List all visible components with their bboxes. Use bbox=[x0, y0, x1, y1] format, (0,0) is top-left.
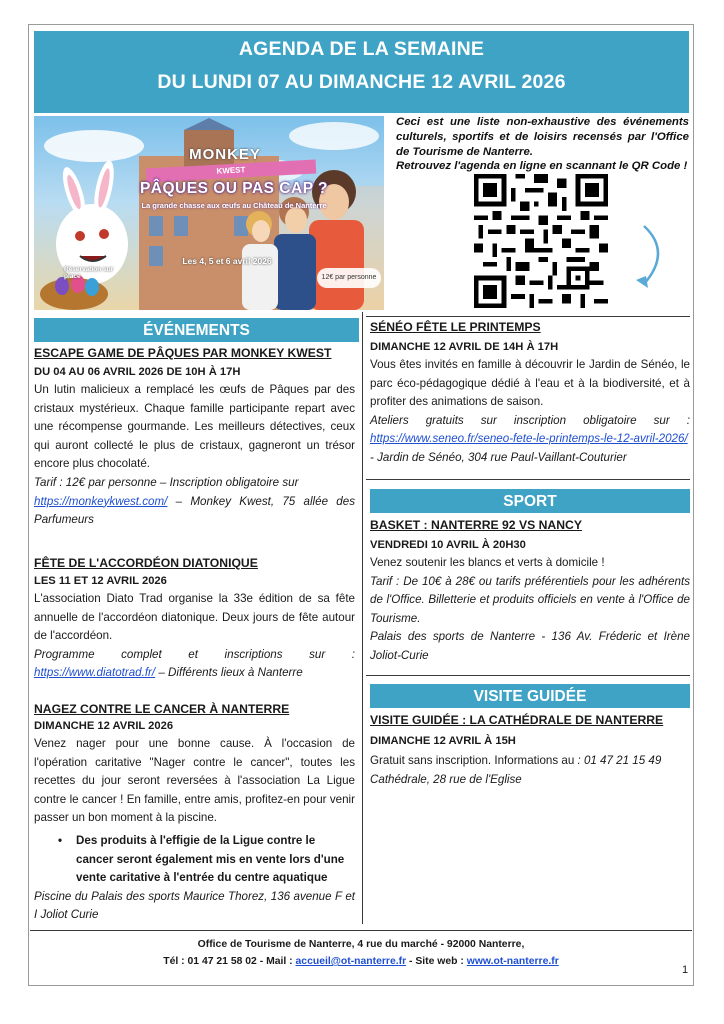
poster-logo: MONKEY bbox=[189, 146, 261, 163]
diatotrad-link[interactable]: https://www.diatotrad.fr/ bbox=[34, 666, 156, 680]
qr-code[interactable] bbox=[474, 174, 608, 308]
event-info bbox=[34, 664, 355, 683]
footer-web-label: - Site web : bbox=[406, 956, 467, 967]
event-seneo bbox=[370, 320, 690, 468]
event-visit bbox=[370, 713, 690, 789]
visit-phone: : 01 47 21 15 49 bbox=[574, 754, 662, 767]
event-title: VISITE GUIDÉE : LA CATHÉDRALE DE NANTERRE bbox=[370, 713, 664, 727]
event-escape-game bbox=[34, 346, 355, 530]
footer-mail-link[interactable]: accueil@ot-nanterre.fr bbox=[295, 956, 407, 967]
event-date: DIMANCHE 12 AVRIL DE 14H À 17H bbox=[370, 341, 559, 353]
event-basket bbox=[370, 518, 690, 666]
event-nagez bbox=[34, 702, 355, 925]
event-date: DIMANCHE 12 AVRIL 2026 bbox=[34, 720, 174, 732]
right-rule-visit bbox=[366, 675, 690, 676]
header-banner bbox=[34, 31, 689, 113]
event-place: Cathédrale, 28 rue de l'Eglise bbox=[370, 772, 522, 786]
footer bbox=[28, 936, 694, 970]
event-description: Vous êtes invités en famille à découvrir le Jardin de Sénéo, le parc éco-pédagogique dédié à l'eau et à la biodiversité, et à profiter des animations de saison. bbox=[370, 358, 690, 409]
intro-paragraph: Ceci est une liste non-exhaustive des événements culturels, sportifs et de loisirs recensés par l'Office de Tourisme de Nanterre. bbox=[396, 116, 689, 158]
easter-poster-image bbox=[34, 116, 384, 310]
seneo-link[interactable]: https://www.seneo.fr/seneo-fete-le-printemps-le-12-avril-2026/ bbox=[370, 432, 688, 446]
curved-arrow-icon bbox=[614, 222, 674, 292]
event-info bbox=[34, 474, 355, 530]
event-description: Venez soutenir les blancs et verts à domicile ! bbox=[370, 556, 605, 569]
visit-info: Gratuit sans inscription. Informations au bbox=[370, 754, 575, 767]
poster-badge: Réservation sur place bbox=[64, 266, 114, 280]
footer-address: Office de Tourisme de Nanterre, 4 rue du marché - 92000 Nanterre, bbox=[197, 939, 525, 950]
event-date: VENDREDI 10 AVRIL À 20H30 bbox=[370, 539, 526, 551]
event-info-suffix: – Monkey Kwest, 75 allée des Parfumeurs bbox=[34, 494, 355, 527]
section-sport-header: SPORT bbox=[370, 489, 690, 513]
event-info-prefix: Tarif : 12€ par personne – Inscription obligatoire sur bbox=[34, 475, 299, 489]
event-place: Palais des sports de Nanterre - 136 Av. Fréderic et Irène Joliot-Curie bbox=[370, 630, 690, 662]
event-info-suffix: - Jardin de Sénéo, 304 rue Paul-Vaillant-Couturier bbox=[370, 450, 627, 464]
bullet-item bbox=[34, 832, 355, 888]
footer-rule bbox=[30, 930, 692, 931]
page-title: AGENDA DE LA SEMAINE bbox=[238, 38, 485, 60]
event-accordeon bbox=[34, 556, 355, 683]
poster-ribbon: KWEST bbox=[146, 160, 316, 183]
event-title: SÉNÉO FÊTE LE PRINTEMPS bbox=[370, 320, 541, 334]
bullet-dot-icon: • bbox=[58, 833, 63, 847]
event-title: ESCAPE GAME DE PÂQUES PAR MONKEY KWEST bbox=[34, 346, 332, 360]
footer-contact bbox=[28, 953, 694, 970]
event-info-suffix: – Différents lieux à Nanterre bbox=[155, 666, 303, 680]
section-visit-header: VISITE GUIDÉE bbox=[370, 684, 690, 708]
event-place: Piscine du Palais des sports Maurice Thorez, 136 avenue F et I Joliot Curie bbox=[34, 889, 355, 922]
column-divider bbox=[362, 312, 363, 924]
event-title: NAGEZ CONTRE LE CANCER À NANTERRE bbox=[34, 702, 290, 716]
event-title: BASKET : NANTERRE 92 VS NANCY bbox=[370, 518, 582, 532]
event-info-prefix: Programme complet et inscriptions sur : bbox=[34, 647, 355, 661]
bullet-text: Des produits à l'effigie de la Ligue contre le cancer seront également mis en vente lors d'une vente caritative à l'entrée du centre aquatique bbox=[76, 833, 345, 885]
page-subtitle: DU LUNDI 07 AU DIMANCHE 12 AVRIL 2026 bbox=[157, 71, 566, 93]
monkeykwest-link[interactable]: https://monkeykwest.com/ bbox=[34, 494, 168, 508]
footer-tel: Tél : 01 47 21 58 02 - Mail : bbox=[163, 956, 296, 967]
poster-subtitle: La grande chasse aux œufs au Château de Nanterre bbox=[141, 201, 327, 210]
section-events-header: ÉVÉNEMENTS bbox=[34, 318, 359, 342]
poster-dates: Les 4, 5 et 6 avril 2026 bbox=[182, 256, 272, 266]
event-date: DIMANCHE 12 AVRIL À 15H bbox=[370, 735, 516, 747]
event-info-prefix: Ateliers gratuits sur inscription obligatoire sur : bbox=[370, 413, 690, 427]
event-description: Venez nager pour une bonne cause. À l'occasion de l'opération caritative "Nager contre le cancer", toutes les recettes du jour seront reversées à l'association La Ligue contre le cancer ! En famille, entre amis, profitez-en pour venir passer un bon moment à la piscine. bbox=[34, 737, 355, 825]
event-description: L'association Diato Trad organise la 33e édition de sa fête annuelle de l'accordéon diatonique. Deux jours de fête autour de l'accordéon. bbox=[34, 592, 355, 643]
right-rule-sport bbox=[366, 479, 690, 480]
qr-instruction: Retrouvez l'agenda en ligne en scannant le QR Code ! bbox=[396, 160, 688, 173]
event-date: DU 04 AU 06 AVRIL 2026 DE 10H À 17H bbox=[34, 366, 241, 378]
footer-web-link[interactable]: www.ot-nanterre.fr bbox=[466, 956, 559, 967]
poster-price: 12€ par personne bbox=[317, 268, 381, 288]
event-title: FÊTE DE L'ACCORDÉON DIATONIQUE bbox=[34, 556, 258, 570]
event-description: Un lutin malicieux a remplacé les œufs de Pâques par des cristaux mystérieux. Chaque famille participante repart avec une récompense gourmande. Les meilleurs détectives, ceux qui auront collecté le plus de cristaux, gagneront un trésor encore plus chocolaté. bbox=[34, 383, 355, 471]
event-tarif: Tarif : De 10€ à 28€ ou tarifs préférentiels pour les adhérents de l'Office. Billetterie et produits officiels en vente à l'Office de Tourisme. bbox=[370, 574, 690, 625]
event-info bbox=[370, 412, 690, 468]
page-number: 1 bbox=[682, 964, 689, 976]
event-date: LES 11 ET 12 AVRIL 2026 bbox=[34, 575, 167, 587]
intro-text bbox=[396, 115, 689, 174]
poster-headline: PÂQUES OU PAS CAP ? bbox=[139, 180, 329, 197]
event-description bbox=[370, 752, 690, 771]
right-top-rule bbox=[366, 316, 690, 317]
